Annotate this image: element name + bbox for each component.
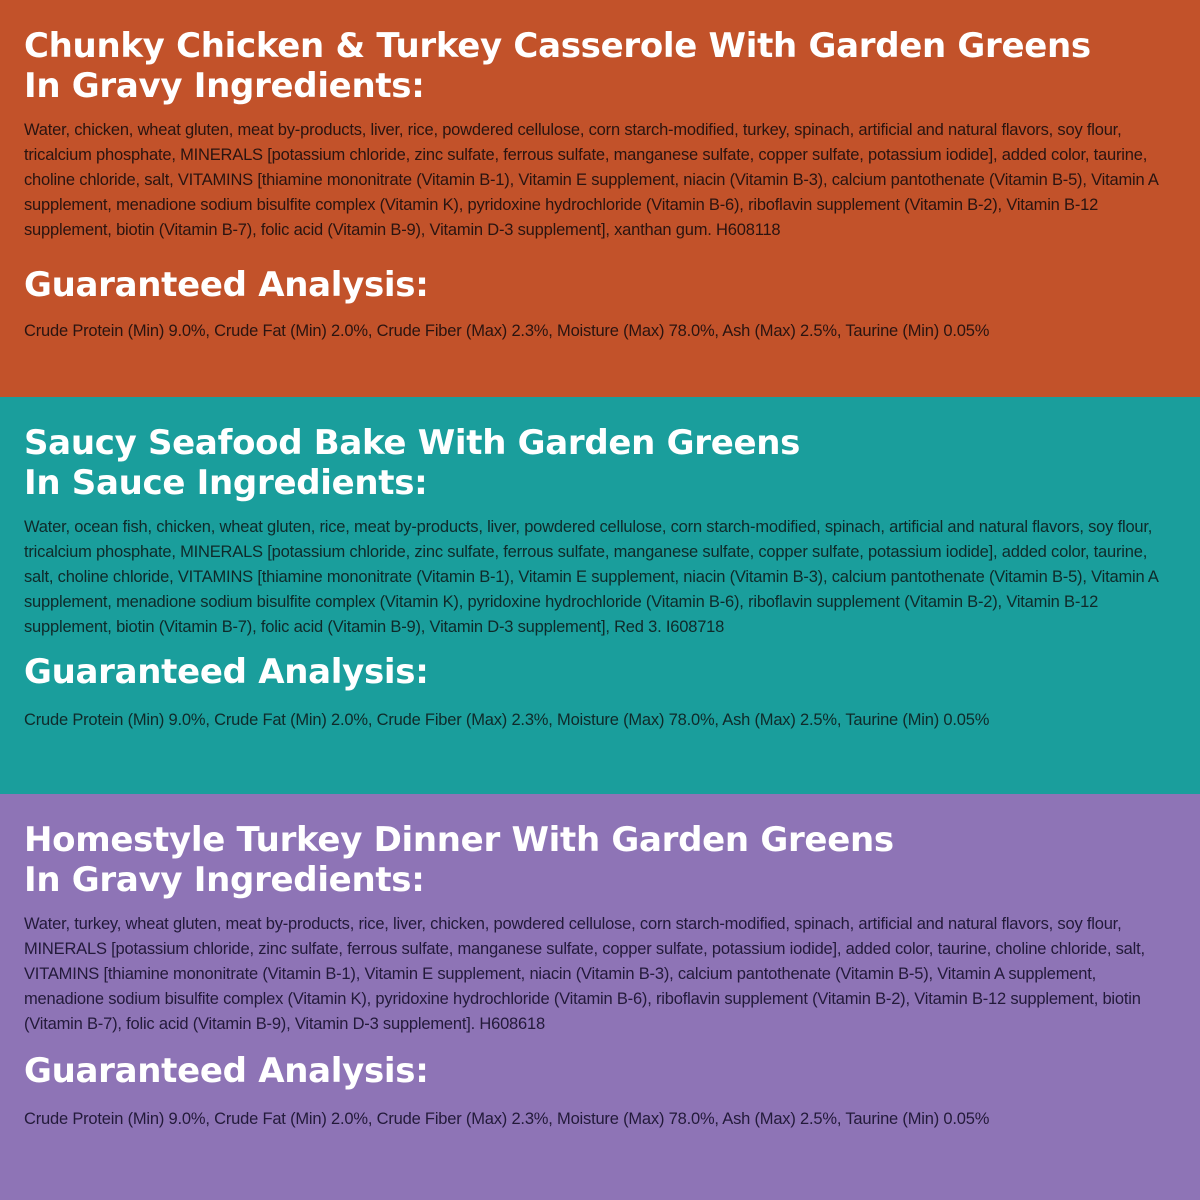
section-title-line-2: In Gravy Ingredients: xyxy=(24,66,425,106)
seafood-bake-panel xyxy=(0,397,1200,794)
guaranteed-analysis-heading: Guaranteed Analysis: xyxy=(24,1051,429,1091)
section-title-line-1: Chunky Chicken & Turkey Casserole With Garden Greens xyxy=(24,26,1091,66)
guaranteed-analysis-heading: Guaranteed Analysis: xyxy=(24,265,429,305)
turkey-dinner-panel xyxy=(0,794,1200,1200)
section-title-line-1: Saucy Seafood Bake With Garden Greens xyxy=(24,423,801,463)
section-title xyxy=(24,26,1160,106)
section-title xyxy=(24,820,1160,900)
ingredients-text: Water, ocean fish, chicken, wheat gluten, rice, meat by-products, liver, powdered cellulose, corn starch-modified, spinach, artificial and natural flavors, soy flour, tricalcium phosphate, MINERALS [potassium chloride, zinc sulfate, ferrous sulfate, manganese sulfate, copper sulfate, potassium iodide], added color, taurine, salt, choline chloride, VITAMINS [thiamine mononitrate (Vitamin B-1), Vitamin E supplement, niacin (Vitamin B-3), calcium pantothenate (Vitamin B-5), Vitamin A supplement, menadione sodium bisulfite complex (Vitamin K), pyridoxine hydrochloride (Vitamin B-6), riboflavin supplement (Vitamin B-2), Vitamin B-12 supplement, biotin (Vitamin B-7), folic acid (Vitamin B-9), Vitamin D-3 supplement], Red 3. I608718 xyxy=(24,518,1158,636)
ingredients-text: Water, turkey, wheat gluten, meat by-products, rice, liver, chicken, powdered cellulose, corn starch-modified, spinach, artificial and natural flavors, soy flour, MINERALS [potassium chloride, zinc sulfate, ferrous sulfate, manganese sulfate, copper sulfate, potassium iodide], added color, taurine, choline chloride, salt, VITAMINS [thiamine mononitrate (Vitamin B-1), Vitamin E supplement, niacin (Vitamin B-3), calcium pantothenate (Vitamin B-5), Vitamin A supplement, menadione sodium bisulfite complex (Vitamin K), pyridoxine hydrochloride (Vitamin B-6), riboflavin supplement (Vitamin B-2), Vitamin B-12 supplement, biotin (Vitamin B-7), folic acid (Vitamin B-9), Vitamin D-3 supplement]. H608618 xyxy=(24,915,1145,1033)
guaranteed-analysis-text: Crude Protein (Min) 9.0%, Crude Fat (Min) 2.0%, Crude Fiber (Max) 2.3%, Moisture (Max) 78.0%, Ash (Max) 2.5%, Taurine (Min) 0.05% xyxy=(24,322,990,340)
ingredients-text: Water, chicken, wheat gluten, meat by-products, liver, rice, powdered cellulose, corn starch-modified, turkey, spinach, artificial and natural flavors, soy flour, tricalcium phosphate, MINERALS [potassium chloride, zinc sulfate, ferrous sulfate, manganese sulfate, copper sulfate, potassium iodide], added color, taurine, choline chloride, salt, VITAMINS [thiamine mononitrate (Vitamin B-1), Vitamin E supplement, niacin (Vitamin B-3), calcium pantothenate (Vitamin B-5), Vitamin A supplement, menadione sodium bisulfite complex (Vitamin K), pyridoxine hydrochloride (Vitamin B-6), riboflavin supplement (Vitamin B-2), Vitamin B-12 supplement, biotin (Vitamin B-7), folic acid (Vitamin B-9), Vitamin D-3 supplement], xanthan gum. H608118 xyxy=(24,121,1158,239)
section-title-line-1: Homestyle Turkey Dinner With Garden Greens xyxy=(24,820,894,860)
guaranteed-analysis-heading: Guaranteed Analysis: xyxy=(24,652,429,692)
chicken-turkey-casserole-panel xyxy=(0,0,1200,397)
guaranteed-analysis-text: Crude Protein (Min) 9.0%, Crude Fat (Min) 2.0%, Crude Fiber (Max) 2.3%, Moisture (Max) 78.0%, Ash (Max) 2.5%, Taurine (Min) 0.05% xyxy=(24,1110,990,1128)
guaranteed-analysis-text: Crude Protein (Min) 9.0%, Crude Fat (Min) 2.0%, Crude Fiber (Max) 2.3%, Moisture (Max) 78.0%, Ash (Max) 2.5%, Taurine (Min) 0.05% xyxy=(24,711,990,729)
section-title-line-2: In Sauce Ingredients: xyxy=(24,463,428,503)
section-title-line-2: In Gravy Ingredients: xyxy=(24,860,425,900)
section-title xyxy=(24,423,1160,503)
